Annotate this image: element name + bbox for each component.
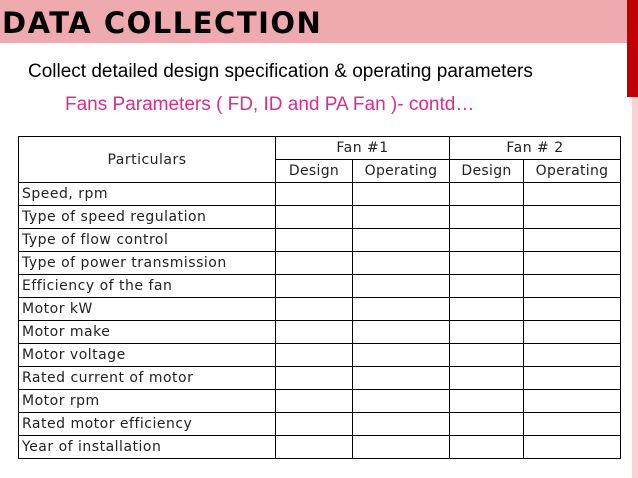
row-label: Rated motor efficiency — [19, 413, 276, 436]
fan1-operating-cell — [353, 183, 450, 206]
fan2-operating-cell — [524, 206, 621, 229]
table-row — [19, 436, 621, 459]
fan1-design-cell — [276, 367, 353, 390]
right-edge-decoration — [632, 97, 638, 478]
fan2-operating-cell — [524, 229, 621, 252]
fan2-operating-cell — [524, 436, 621, 459]
row-label: Motor voltage — [19, 344, 276, 367]
fan2-design-cell — [450, 252, 524, 275]
fan1-operating-cell — [353, 298, 450, 321]
accent-bar — [627, 0, 638, 97]
fan1-design-cell — [276, 298, 353, 321]
fan1-design-cell — [276, 252, 353, 275]
fan2-header: Fan # 2 — [450, 137, 621, 160]
fan1-operating-cell — [353, 436, 450, 459]
row-label: Speed, rpm — [19, 183, 276, 206]
table-row — [19, 367, 621, 390]
fan2-design-cell — [450, 367, 524, 390]
fan1-design-cell — [276, 436, 353, 459]
row-label: Motor kW — [19, 298, 276, 321]
table-row — [19, 321, 621, 344]
fan1-header: Fan #1 — [276, 137, 450, 160]
fan2-design-cell — [450, 206, 524, 229]
table-row — [19, 413, 621, 436]
row-label: Efficiency of the fan — [19, 275, 276, 298]
fan2-operating-cell — [524, 275, 621, 298]
fan1-operating-header: Operating — [353, 160, 450, 183]
subtitle: Collect detailed design specification & operating parameters — [28, 61, 533, 82]
fan1-design-cell — [276, 183, 353, 206]
fan2-operating-cell — [524, 298, 621, 321]
fan2-design-header: Design — [450, 160, 524, 183]
row-label: Year of installation — [19, 436, 276, 459]
fan1-design-cell — [276, 275, 353, 298]
fan2-operating-cell — [524, 183, 621, 206]
fan2-operating-cell — [524, 367, 621, 390]
table-row — [19, 298, 621, 321]
fan2-operating-cell — [524, 413, 621, 436]
fan1-operating-cell — [353, 275, 450, 298]
fan2-operating-cell — [524, 390, 621, 413]
fan2-operating-cell — [524, 321, 621, 344]
table-row — [19, 229, 621, 252]
fan1-operating-cell — [353, 229, 450, 252]
fan2-design-cell — [450, 298, 524, 321]
fan2-design-cell — [450, 229, 524, 252]
fan1-design-cell — [276, 344, 353, 367]
parameters-table — [18, 136, 621, 459]
fan2-design-cell — [450, 344, 524, 367]
row-label: Motor rpm — [19, 390, 276, 413]
slide-title: DATA COLLECTION — [2, 6, 323, 40]
section-title: Fans Parameters ( FD, ID and PA Fan )- contd… — [65, 94, 475, 115]
table-row — [19, 183, 621, 206]
fan2-design-cell — [450, 183, 524, 206]
fan1-design-cell — [276, 206, 353, 229]
fan2-design-cell — [450, 436, 524, 459]
row-label: Type of power transmission — [19, 252, 276, 275]
fan1-design-cell — [276, 413, 353, 436]
fan2-design-cell — [450, 390, 524, 413]
fan1-operating-cell — [353, 390, 450, 413]
table-header-row — [19, 137, 621, 160]
row-label: Type of flow control — [19, 229, 276, 252]
fan1-design-cell — [276, 229, 353, 252]
fan1-design-header: Design — [276, 160, 353, 183]
fan1-operating-cell — [353, 367, 450, 390]
fan2-design-cell — [450, 413, 524, 436]
table-row — [19, 206, 621, 229]
fan1-operating-cell — [353, 206, 450, 229]
fan1-design-cell — [276, 321, 353, 344]
row-label: Motor make — [19, 321, 276, 344]
fan1-design-cell — [276, 390, 353, 413]
fan1-operating-cell — [353, 344, 450, 367]
table-row — [19, 390, 621, 413]
fan1-operating-cell — [353, 252, 450, 275]
title-bar — [0, 0, 627, 43]
row-label: Type of speed regulation — [19, 206, 276, 229]
fan2-design-cell — [450, 321, 524, 344]
fan2-operating-header: Operating — [524, 160, 621, 183]
fan1-operating-cell — [353, 321, 450, 344]
table-row — [19, 344, 621, 367]
particulars-header: Particulars — [19, 137, 276, 183]
fan1-operating-cell — [353, 413, 450, 436]
fan2-operating-cell — [524, 252, 621, 275]
row-label: Rated current of motor — [19, 367, 276, 390]
fan2-operating-cell — [524, 344, 621, 367]
table-row — [19, 275, 621, 298]
fan2-design-cell — [450, 275, 524, 298]
table-row — [19, 252, 621, 275]
